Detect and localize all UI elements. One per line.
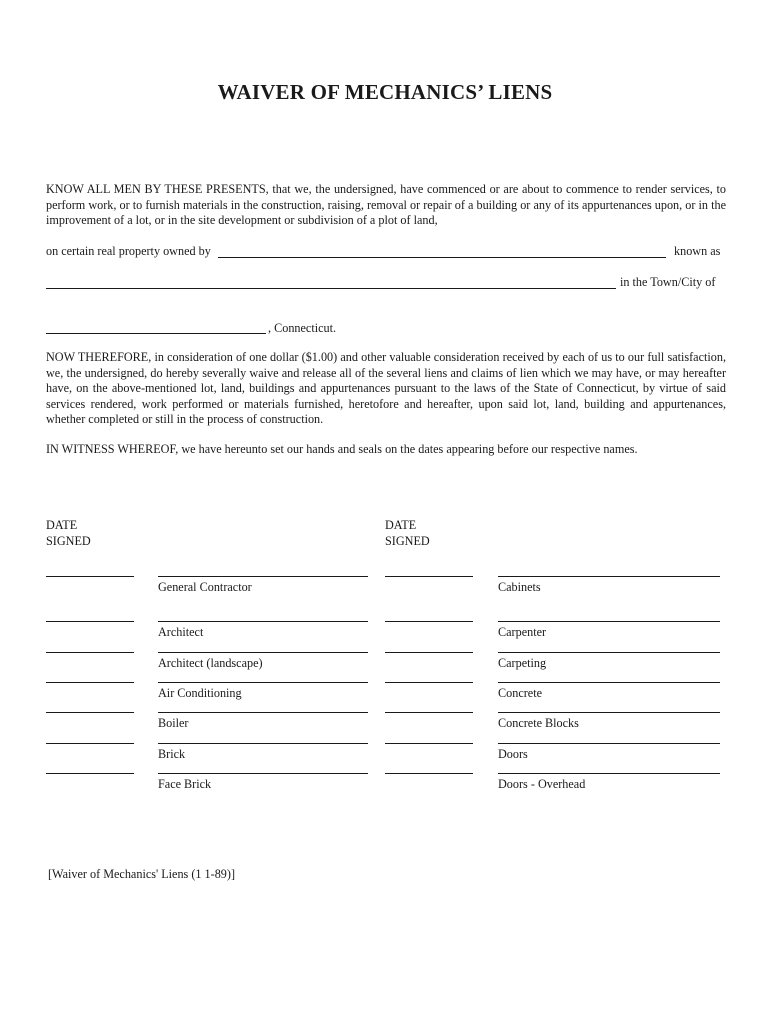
right-signature-line[interactable] <box>498 743 720 744</box>
town-name-blank[interactable] <box>46 333 266 334</box>
right-date-line[interactable] <box>385 652 473 653</box>
witness-paragraph: IN WITNESS WHEREOF, we have hereunto set our hands and seals on the dates appearing before our respective names. <box>46 442 638 456</box>
right-signature-line[interactable] <box>498 652 720 653</box>
right-trade-label: Cabinets <box>498 580 541 594</box>
left-trade-label: Architect <box>158 625 204 639</box>
left-trade-label: Air Conditioning <box>158 686 242 700</box>
left-trade-label: Boiler <box>158 716 189 730</box>
known-as-label: known as <box>674 244 721 258</box>
left-signature-line[interactable] <box>158 743 368 744</box>
left-date-line[interactable] <box>46 773 134 774</box>
left-date-line[interactable] <box>46 576 134 577</box>
right-date-line[interactable] <box>385 773 473 774</box>
right-trade-label: Doors - Overhead <box>498 777 586 791</box>
left-signature-line[interactable] <box>158 621 368 622</box>
right-trade-label: Doors <box>498 747 528 761</box>
left-column-header <box>46 518 91 549</box>
right-trade-label: Carpenter <box>498 625 547 639</box>
right-trade-label: Concrete <box>498 686 542 700</box>
left-date-header: DATE <box>46 518 78 532</box>
left-signature-line[interactable] <box>158 682 368 683</box>
left-signature-line[interactable] <box>158 712 368 713</box>
connecticut-label: , Connecticut. <box>268 321 337 335</box>
right-column-header <box>385 518 430 549</box>
owner-name-blank[interactable] <box>218 257 666 258</box>
left-date-line[interactable] <box>46 652 134 653</box>
left-trade-label: Brick <box>158 747 186 761</box>
left-date-line[interactable] <box>46 712 134 713</box>
right-date-line[interactable] <box>385 576 473 577</box>
left-signed-header: SIGNED <box>46 533 91 548</box>
right-date-header: DATE <box>385 518 417 532</box>
left-signature-line[interactable] <box>158 576 368 577</box>
left-signature-line[interactable] <box>158 652 368 653</box>
left-trade-label: Face Brick <box>158 777 212 791</box>
left-date-line[interactable] <box>46 743 134 744</box>
right-date-line[interactable] <box>385 743 473 744</box>
left-signature-line[interactable] <box>158 773 368 774</box>
form-footer: [Waiver of Mechanics' Liens (1 1-89)] <box>48 867 236 881</box>
right-signed-header: SIGNED <box>385 533 430 548</box>
right-date-line[interactable] <box>385 682 473 683</box>
town-city-label: in the Town/City of <box>620 275 716 289</box>
document-title: WAIVER OF MECHANICS’ LIENS <box>217 80 553 104</box>
right-signature-line[interactable] <box>498 682 720 683</box>
right-trade-label: Concrete Blocks <box>498 716 579 730</box>
right-trade-label: Carpeting <box>498 656 547 670</box>
right-date-line[interactable] <box>385 621 473 622</box>
now-therefore-paragraph: NOW THEREFORE, in consideration of one dollar ($1.00) and other valuable consideration received by each of us to our full satisfaction, we, the undersigned, do hereby severally waive and release all of the several liens and claims of lien which we may have, or may hereafter have, on the above-mentioned lot, land, buildings and appurtenances pursuant to the laws of the State of Connecticut, by virtue of said services rendered, work performed or materials furnished, heretofore and hereafter, upon said lot, land, building and appurtenances, whether completed or still in the process of construction. <box>46 350 726 426</box>
intro-paragraph: KNOW ALL MEN BY THESE PRESENTS, that we, the undersigned, have commenced or are about to commence to render services, to perform work, or to furnish materials in the construction, raising, removal or repair of a building or any of its appurtenances upon, or in the improvement of a lot, or in the site development or subdivision of a plot of land, <box>46 182 726 227</box>
right-signature-line[interactable] <box>498 621 720 622</box>
right-date-line[interactable] <box>385 712 473 713</box>
left-date-line[interactable] <box>46 682 134 683</box>
left-trade-label: General Contractor <box>158 580 252 594</box>
right-signature-line[interactable] <box>498 773 720 774</box>
left-trade-label: Architect (landscape) <box>158 656 263 670</box>
left-date-line[interactable] <box>46 621 134 622</box>
property-description-blank[interactable] <box>46 288 616 289</box>
owned-by-label: on certain real property owned by <box>46 244 211 258</box>
right-signature-line[interactable] <box>498 576 720 577</box>
right-signature-line[interactable] <box>498 712 720 713</box>
